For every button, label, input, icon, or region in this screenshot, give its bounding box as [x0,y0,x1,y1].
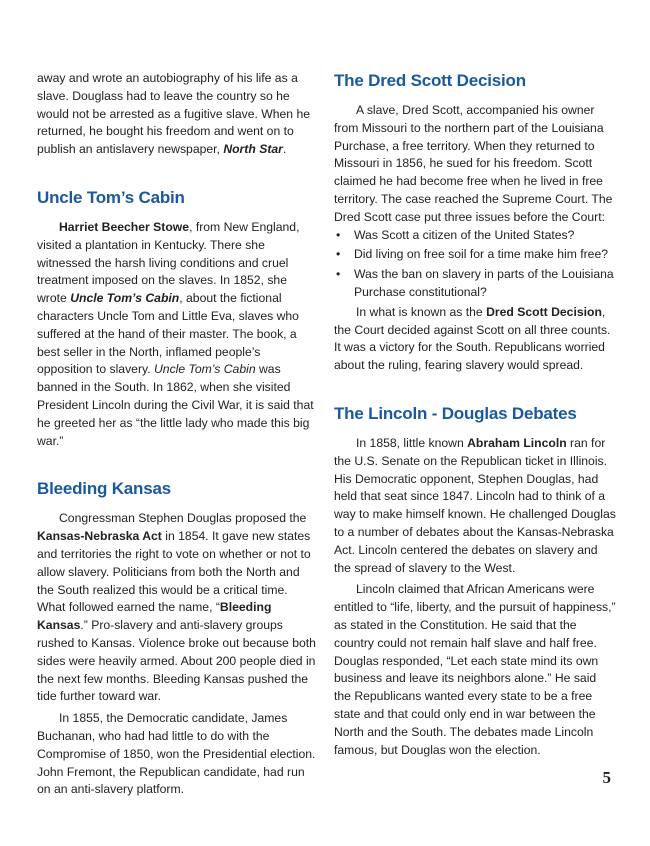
list-item [334,246,616,264]
bullet-icon: • [336,247,341,262]
emphasis-text: Abraham Lincoln [467,435,567,450]
left-column [37,70,319,799]
dred-scott-issues-list [334,227,616,302]
text-run: , the Court decided against Scott on all three counts. It was a victory for the South. Republicans worried about the ruling, fearing slavery would spread. [334,304,611,373]
text-run: away and wrote an autobiography of his life as a slave. Douglass had to leave the country so he would not be arrested as a fugitive slave. When he returned, he bought his freedom and went on to publish an antislavery newspaper, [37,71,311,157]
section-heading-lincoln-douglas: The Lincoln - Douglas Debates [334,403,577,423]
section-heading-uncle-toms-cabin: Uncle Tom’s Cabin [37,187,185,207]
text-run: In 1858, little known [356,435,468,450]
section-heading-dred-scott: The Dred Scott Decision [334,71,526,90]
bullet-icon: • [336,227,341,242]
uncle-tom-paragraph [37,219,319,450]
lincoln-paragraph-1 [334,435,616,577]
text-run: A slave, Dred Scott, accompanied his owner from Missouri to the northern part of the Louisiana Purchase, a free territory. When they returned to Missouri in 1856, he sued for his freedom. Scott claimed he had become free when he lived in free territory. The case reached the Supreme Court. The Dred Scott case put three issues before the Court: [334,103,613,224]
list-item [334,266,616,302]
text-run: In what is known as the [356,304,487,319]
text-run: Lincoln claimed that African Americans were entitled to “life, liberty, and the pursuit of happiness,” as stated in the Constitution. He said that the country could not remain half slave and half free. Douglas responded, “Let each state mind its own business and leave its neighbors alone.” He said the Republicans wanted every state to be a free state and that could only end in war between the North and the South. The debates made Lincoln famous, but Douglas won the election. [334,582,616,757]
text-run: Congressman Stephen Douglas proposed the [59,511,307,526]
text-run: In 1855, the Democratic candidate, James Buchanan, who had had little to do with the Compromise of 1850, won the Presidential election. John Fremont, the Republican candidate, had run on an anti-slavery platform. [37,711,316,797]
emphasis-text: Harriet Beecher Stowe [59,219,190,234]
text-run: .” Pro-slavery and anti-slavery groups rushed to Kansas. Violence broke out because both sides were heavily armed. About 200 people died in the next few months. Bleeding Kansas pushed the tide further toward war. [37,618,316,704]
text-run: , about the fictional characters Uncle Tom and Little Eva, slaves who suffered at the hand of their master. The book, a best seller in the North, inflamed people’s opposition to slavery. [37,291,299,377]
bleeding-kansas-paragraph-1 [37,510,319,706]
text-run: was banned in the South. In 1862, when she visited President Lincoln during the Civil War, it is said that he greeted her as “the little lady who made this big war.” [37,362,314,448]
text-run: in 1854. It gave new states and territories the right to vote on whether or not to allow slavery. Politicians from both the North and the South realized this would be a critical time. What followed earned the name, “ [37,529,311,615]
emphasis-text: Bleeding Kansas [37,600,272,633]
right-column [334,70,616,759]
emphasis-text: Dred Scott Decision [486,304,602,319]
italic-text: Uncle Tom’s Cabin [153,362,256,377]
text-run: ran for the U.S. Senate on the Republican ticket in Illinois. His Democratic opponent, Stephen Douglas, had held that seat since 1847. Lincoln had to think of a way to make himself known. He challenged Douglas to a number of debates about the Kansas-Nebraska Act. Lincoln centered the debates on slavery and the spread of slavery to the West. [334,435,616,575]
emphasis-text: Kansas-Nebraska Act [37,529,162,544]
bleeding-kansas-paragraph-2 [37,710,319,799]
emphasis-text: Uncle Tom’s Cabin [70,291,180,306]
dred-scott-paragraph-1 [334,102,616,227]
list-item-text: Was Scott a citizen of the United States? [354,227,575,242]
bullet-icon: • [336,267,341,282]
list-item [334,227,616,245]
text-run: . [282,142,287,157]
intro-paragraph [37,70,319,159]
page-number: 5 [602,768,611,787]
text-run: , from New England, visited a plantation in Kentucky. There she witnessed the harsh living conditions and cruel treatment imposed on the slaves. In 1852, she wrote [37,219,300,306]
list-item-text: Was the ban on slavery in parts of the Louisiana Purchase constitutional? [354,267,614,299]
section-heading-bleeding-kansas: Bleeding Kansas [37,479,171,499]
list-item-text: Did living on free soil for a time make him free? [354,247,609,262]
dred-scott-paragraph-2 [334,304,616,375]
emphasis-text: North Star [223,142,283,157]
lincoln-paragraph-2 [334,581,616,759]
